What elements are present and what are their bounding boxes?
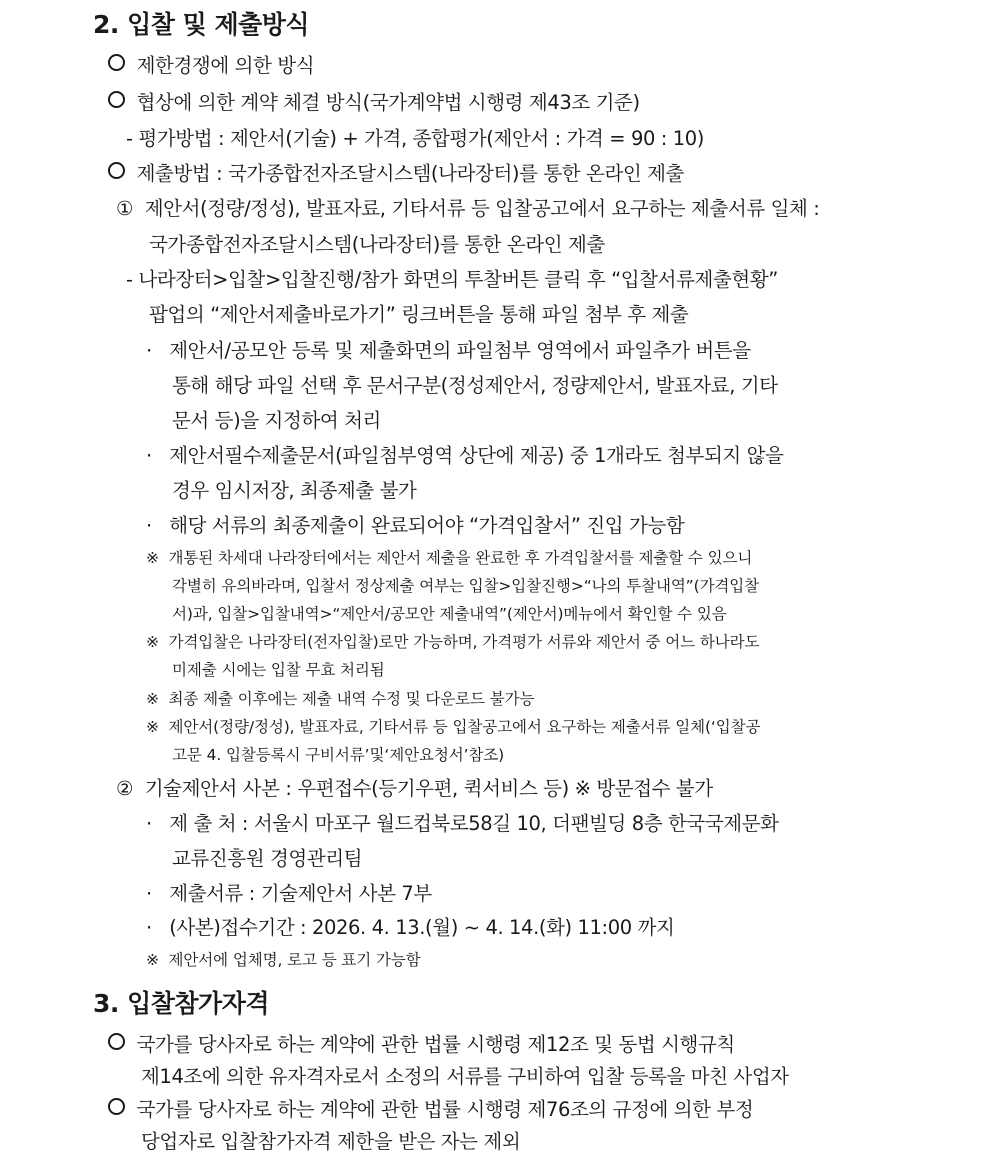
dot-bullet-icon: · [146,444,152,467]
dot-submission-docs: · 제출서류 : 기술제안서 사본 7부 [146,882,432,905]
narajangteo-steps: - 나라장터>입찰>입찰진행/참가 화면의 투찰버튼 클릭 후 “입찰서류제출현황” [126,268,778,291]
reference-mark: ※ [146,549,159,567]
bullet-exclusion: 국가를 당사자로 하는 계약에 관한 법률 시행령 제76조의 규정에 의한 부정 [108,1094,753,1122]
bullet-exclusion-cont: 당업자로 입찰참가자격 제한을 받은 자는 제외 [141,1130,521,1153]
circle-bullet-icon [108,91,125,108]
note-no-modification: ※ 최종 제출 이후에는 제출 내역 수정 및 다운로드 불가능 [146,690,535,708]
dot-bullet-icon: · [146,916,152,939]
bullet-qualification-cont: 제14조에 의한 유자격자로서 소정의 서류를 구비하여 입찰 등록을 마친 사업자 [141,1065,789,1088]
reference-mark: ※ [146,718,159,736]
note-price-bid: ※ 가격입찰은 나라장터(전자입찰)로만 가능하며, 가격평가 서류와 제안서 중 어느 하나라도 [146,633,760,651]
bullet-qualification: 국가를 당사자로 하는 계약에 관한 법률 시행령 제12조 및 동법 시행규칙 [108,1029,735,1057]
item-number: ① [116,197,134,220]
note-next-gen-cont2: 서)과, 입찰>입찰내역>“제안서/공모안 제출내역”(제안서)메뉴에서 확인할 수 있음 [172,605,727,623]
reference-mark: ※ [146,690,159,708]
section-3-title: 3. 입찰참가자격 [93,989,269,1018]
item-1-proposal: ① 제안서(정량/정성), 발표자료, 기타서류 등 입찰공고에서 요구하는 제출서류 일체 : [116,197,820,220]
dot-required-docs-cont: 경우 임시저장, 최종제출 불가 [172,479,417,502]
note-price-bid-cont: 미제출 시에는 입찰 무효 처리됨 [172,661,385,679]
dot-bullet-icon: · [146,882,152,905]
dot-required-docs: · 제안서필수제출문서(파일첨부영역 상단에 제공) 중 1개라도 첨부되지 않을 [146,444,784,467]
narajangteo-steps-cont: 팝업의 “제안서제출바로가기” 링크버튼을 통해 파일 첨부 후 제출 [149,303,689,326]
item-number: ② [116,777,134,800]
evaluation-method: - 평가방법 : 제안서(기술) + 가격, 종합평가(제안서 : 가격 = 90 : 10) [126,127,705,150]
note-company-logo: ※ 제안서에 업체명, 로고 등 표기 가능함 [146,951,421,969]
dot-final-submission: · 해당 서류의 최종제출이 완료되어야 “가격입찰서” 진입 가능함 [146,514,685,537]
circle-bullet-icon [108,1098,125,1115]
dot-bullet-icon: · [146,514,152,537]
dot-submission-place: · 제 출 처 : 서울시 마포구 월드컵북로58길 10, 더팬빌딩 8층 한국국제문화 [146,812,779,835]
dot-submission-place-cont: 교류진흥원 경영관리팀 [172,847,363,870]
note-next-gen-cont1: 각별히 유의바라며, 입찰서 정상제출 여부는 입찰>입찰진행>“나의 투찰내역”(가격입찰 [172,577,760,595]
dot-bullet-icon: · [146,339,152,362]
bullet-submission-method: 제출방법 : 국가종합전자조달시스템(나라장터)를 통한 온라인 제출 [108,158,684,186]
section-2-title: 2. 입찰 및 제출방식 [93,10,310,39]
bullet-negotiation-contract: 협상에 의한 계약 체결 방식(국가계약법 시행령 제43조 기준) [108,87,640,115]
dot-bullet-icon: · [146,812,152,835]
item-1-proposal-cont: 국가종합전자조달시스템(나라장터)를 통한 온라인 제출 [149,233,605,256]
bullet-limited-competition: 제한경쟁에 의한 방식 [108,50,314,78]
circle-bullet-icon [108,162,125,179]
item-2-technical-copy: ② 기술제안서 사본 : 우편접수(등기우편, 퀵서비스 등) ※ 방문접수 불가 [116,777,713,800]
dot-file-attach-cont1: 통해 해당 파일 선택 후 문서구분(정성제안서, 정량제안서, 발표자료, 기타 [172,374,778,397]
dot-file-attach: · 제안서/공모안 등록 및 제출화면의 파일첨부 영역에서 파일추가 버튼을 [146,339,751,362]
circle-bullet-icon [108,1033,125,1050]
dot-receipt-period: · (사본)접수기간 : 2026. 4. 13.(월) ~ 4. 14.(화) 11:00 까지 [146,916,675,939]
reference-mark: ※ [146,951,159,969]
circle-bullet-icon [108,54,125,71]
note-required-documents: ※ 제안서(정량/정성), 발표자료, 기타서류 등 입찰공고에서 요구하는 제출서류 일체(‘입찰공 [146,718,761,736]
note-next-gen-narajangteo: ※ 개통된 차세대 나라장터에서는 제안서 제출을 완료한 후 가격입찰서를 제출할 수 있으니 [146,549,753,567]
reference-mark: ※ [146,633,159,651]
dot-file-attach-cont2: 문서 등)을 지정하여 처리 [172,409,381,432]
note-required-documents-cont: 고문 4. 입찰등록시 구비서류’및‘제안요청서’참조) [172,746,505,764]
